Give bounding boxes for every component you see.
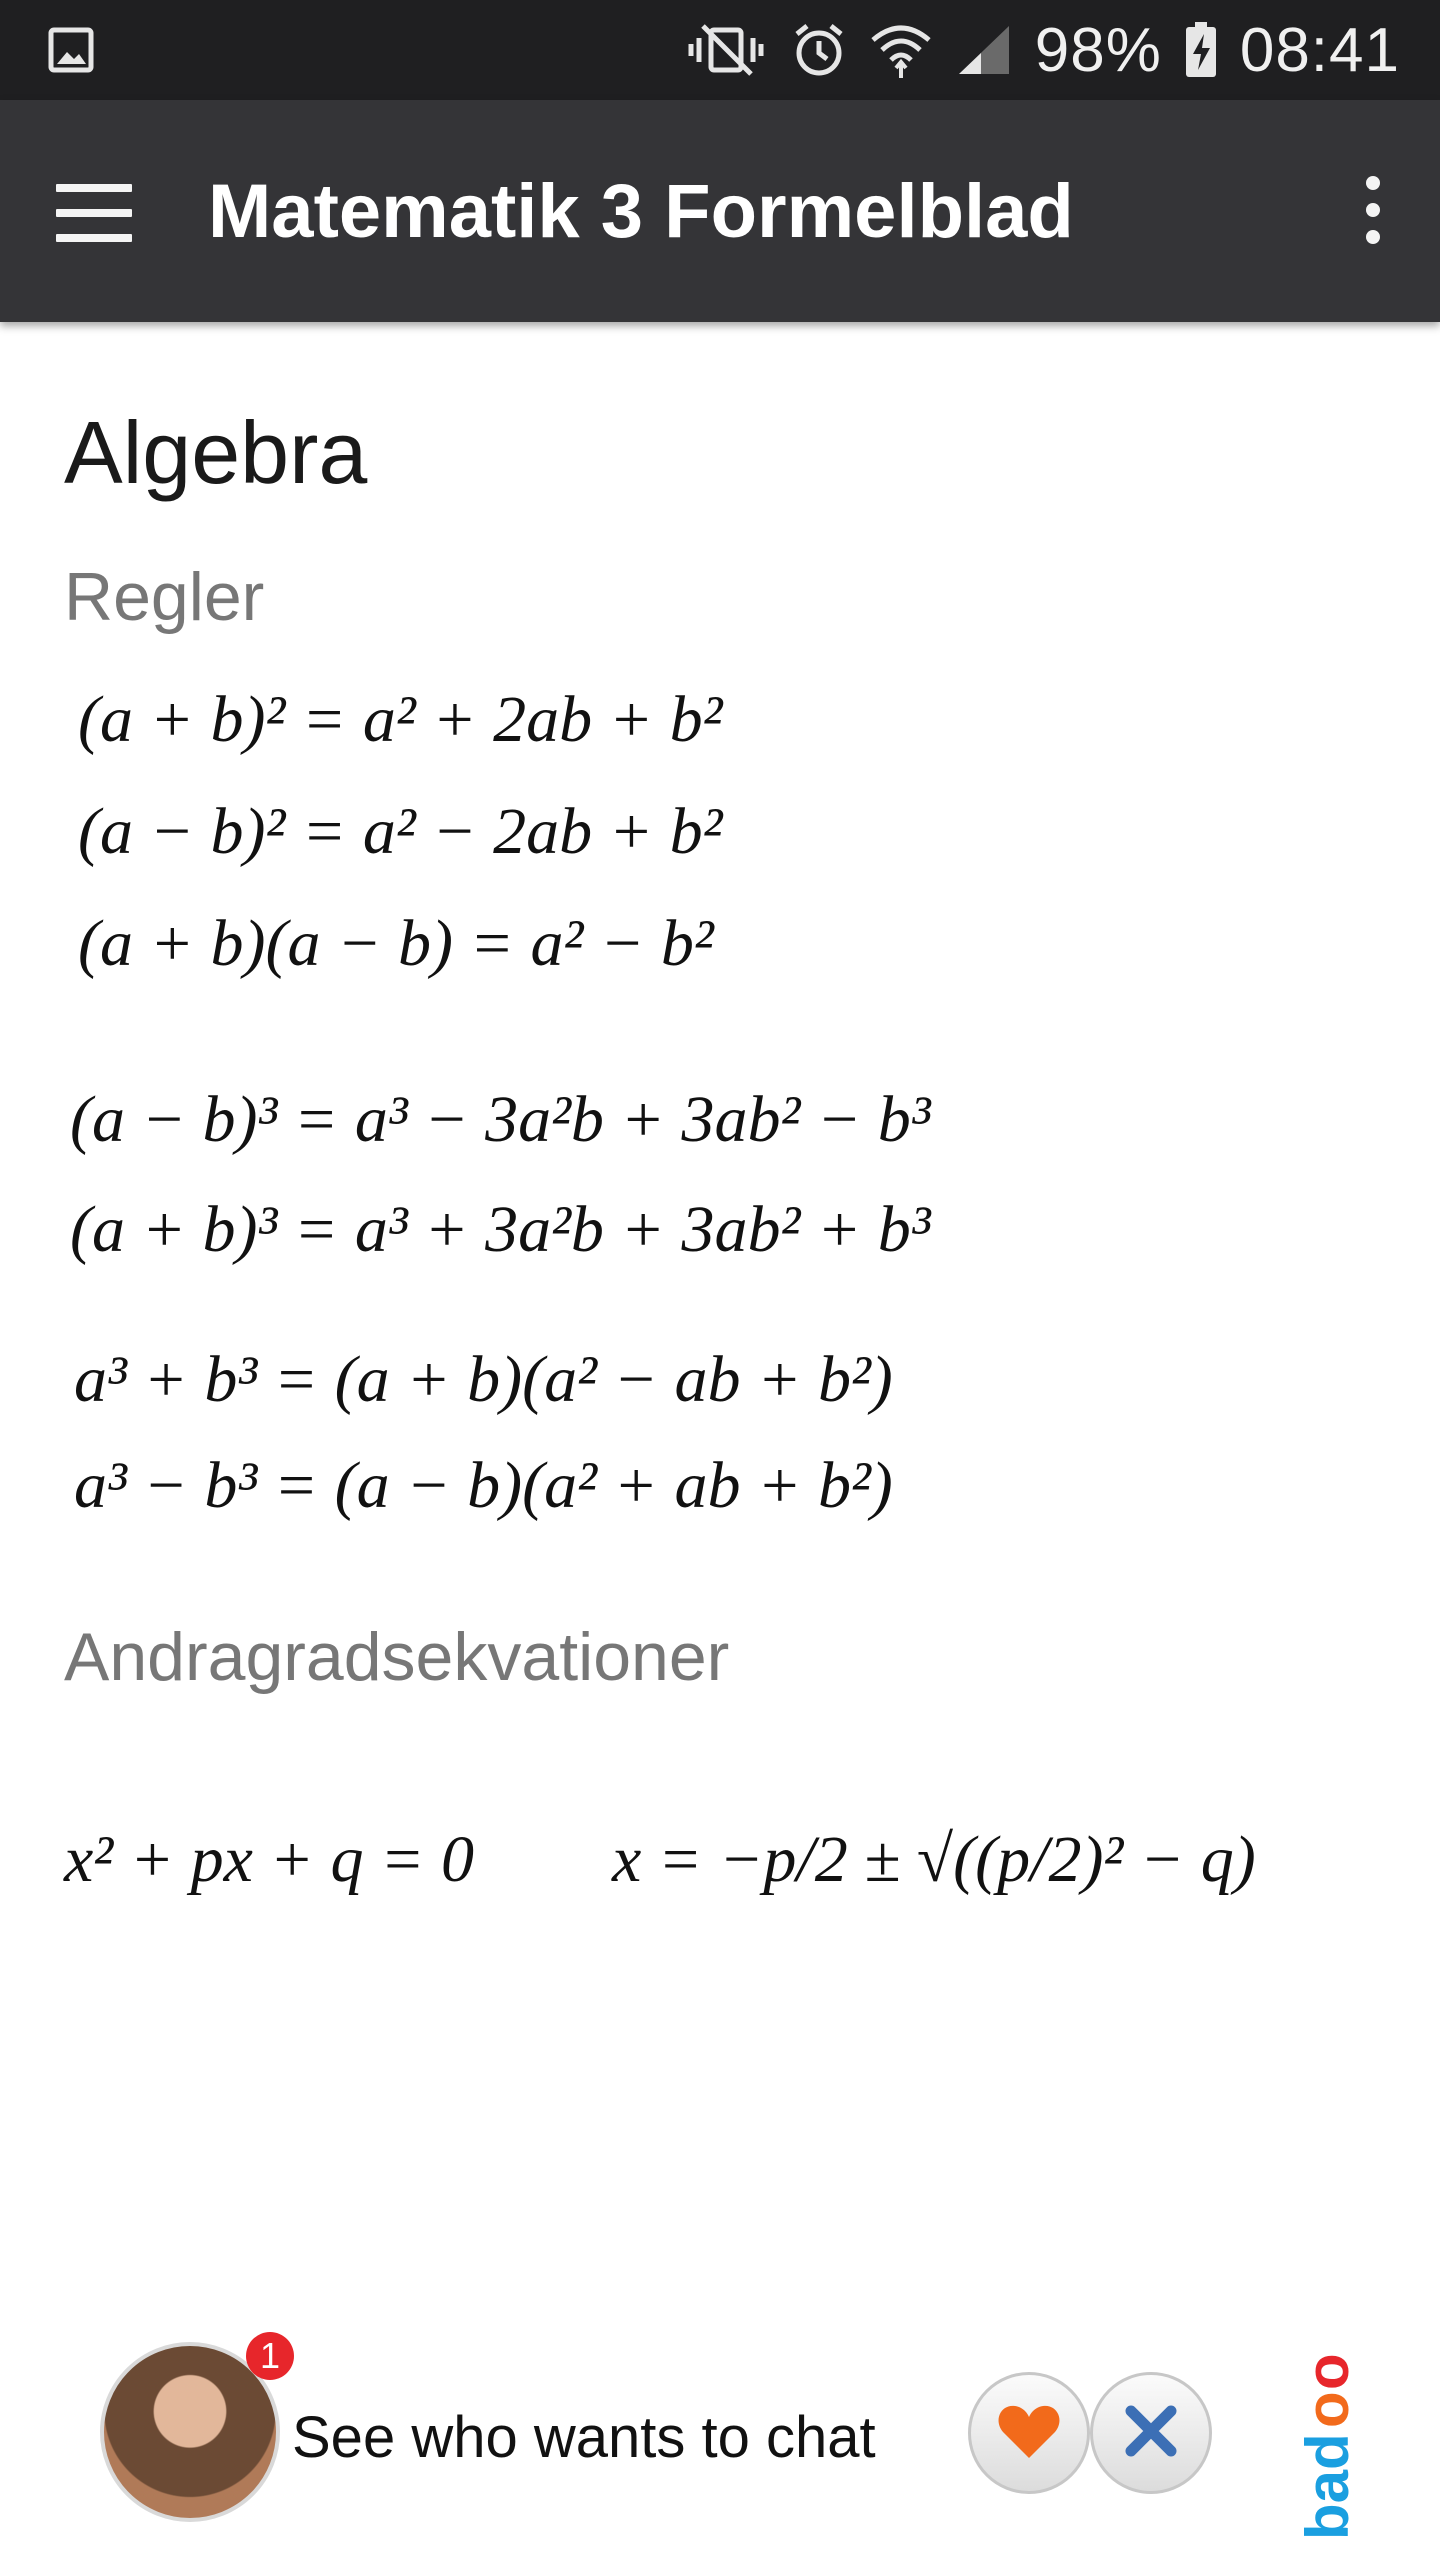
subsection-title-regler: Regler <box>64 559 265 635</box>
close-x-icon <box>1123 2403 1179 2464</box>
app-bar <box>0 100 1440 322</box>
formula-sum-of-cubes: a³ + b³ = (a + b)(a² − ab + b²) <box>74 1343 893 1416</box>
more-vert-icon[interactable] <box>1344 172 1400 248</box>
formula-square-difference: (a − b)² = a² − 2ab + b² <box>78 795 723 868</box>
formula-conjugate-rule: (a + b)(a − b) = a² − b² <box>78 907 714 980</box>
clock: 08:41 <box>1239 15 1400 85</box>
svg-text:o: o <box>1294 2353 1361 2390</box>
dismiss-button[interactable] <box>1090 2372 1212 2494</box>
signal-icon <box>955 20 1013 80</box>
like-button[interactable] <box>968 2372 1090 2494</box>
formula-difference-of-cubes: a³ − b³ = (a − b)(a² + ab + b²) <box>74 1449 893 1522</box>
svg-text:o: o <box>1294 2391 1361 2428</box>
ad-text[interactable]: See who wants to chat <box>292 2405 876 2470</box>
formula-quadratic-equation: x² + px + q = 0 <box>64 1823 474 1896</box>
formula-square-sum: (a + b)² = a² + 2ab + b² <box>78 683 723 756</box>
battery-charging-icon <box>1184 20 1218 80</box>
ad-banner[interactable] <box>0 2310 1440 2560</box>
heart-icon <box>997 2402 1061 2465</box>
formula-cube-difference: (a − b)³ = a³ − 3a²b + 3ab² − b³ <box>70 1083 931 1156</box>
battery-percent: 98% <box>1034 15 1162 85</box>
wifi-icon <box>869 20 933 80</box>
formula-pq-solution: x = −p/2 ± √((p/2)² − q) <box>612 1823 1256 1896</box>
app-title: Matematik 3 Formelblad <box>208 169 1074 254</box>
alarm-icon <box>791 20 847 80</box>
subsection-title-andragradsekvationer: Andragradsekvationer <box>64 1619 730 1695</box>
badoo-logo <box>1290 2330 1370 2550</box>
hamburger-menu-icon[interactable] <box>56 184 134 242</box>
notification-badge: 1 <box>246 2332 294 2380</box>
vibrate-mute-icon <box>685 20 769 80</box>
formula-cube-sum: (a + b)³ = a³ + 3a²b + 3ab² + b³ <box>70 1193 931 1266</box>
gallery-icon <box>48 24 94 76</box>
section-title: Algebra <box>64 403 368 502</box>
svg-text:bad: bad <box>1294 2433 1361 2540</box>
status-bar <box>0 0 1440 100</box>
